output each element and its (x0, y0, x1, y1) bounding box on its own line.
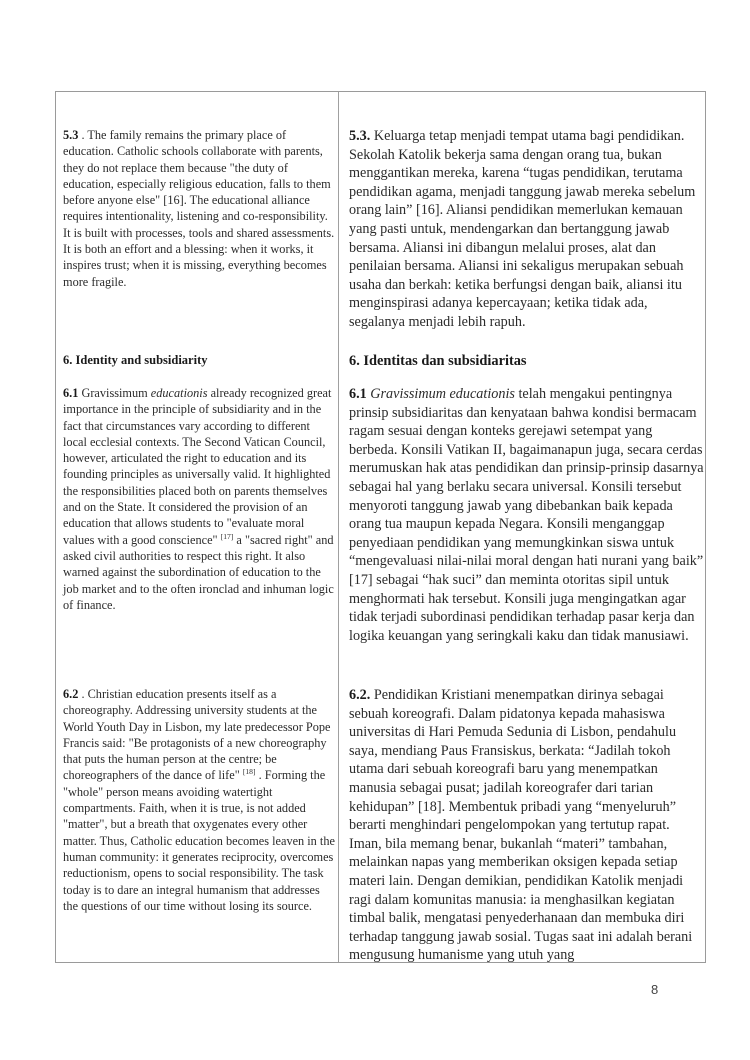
page-number: 8 (651, 982, 659, 997)
italic-term: educationis (150, 386, 208, 400)
bilingual-table (55, 91, 706, 963)
cell-6-1-english (63, 385, 335, 613)
cell-6-2-english (63, 686, 335, 914)
paragraph-text: . Christian education presents itself as a choreography. Addressing university students at the World Youth Day in Lisbon, my late predecessor Pope Francis said: "Be protagonists of a new choreography that puts the human person at the centre; be choreographers of the dance of life" (63, 687, 331, 783)
paragraph-text: a "sacred right" and asked civil authorities to respect this right. It also warned against the subordination of education to the job market and to the often ironclad and inhuman logic of finance. (63, 532, 334, 612)
paragraph-text: . The family remains the primary place of education. Catholic schools collaborate with parents, they do not replace them because "the duty of education, especially religious education, falls to them before anyone else" [16]. The educational alliance requires intentionality, listening and co-responsibility. It is built with processes, tools and shared assessments. It is both an effort and a blessing: when it works, it inspires trust; when it is missing, everything becomes more fragile. (63, 128, 335, 289)
footnote-reference: [17] (220, 531, 234, 541)
section-heading-english: 6. Identity and subsidiarity (63, 353, 208, 367)
cell-5-3-indonesian (349, 127, 704, 332)
paragraph-number: 5.3 (63, 128, 79, 142)
paragraph-number: 6.1 (349, 386, 367, 402)
paragraph-text: . Forming the "whole" person means avoiding watertight compartments. Faith, when it is true, is not added "matter", but a breath that oxygenates every other matter. Thus, Catholic education becomes leaven in the human community: it generates reciprocity, overcomes reductionism, opens to social responsibility. The task today is to dare an integral humanism that addresses the questions of our time without losing its source. (63, 768, 335, 913)
section-heading-indonesian: 6. Identitas dan subsidiaritas (349, 353, 527, 369)
paragraph-number: 5.3. (349, 128, 371, 144)
paragraph-text: telah mengakui pentingnya prinsip subsidiaritas dan kenyataan bahwa kondisi bermacam ragam sesuai dengan konteks gerejawi setempat yang berbeda. Konsili Vatikan II, bagaimanapun juga, secara cerdas merumuskan hak atas pendidikan dan prinsip-prinsip dasarnya sebagai hal yang berlaku secara universal. Konsili tersebut menyoroti tanggung jawab yang dibebankan baik kepada orang tua maupun kepada Negara. Konsili menganggap penyediaan pendidikan yang memungkinkan siswa untuk “mengevaluasi nilai-nilai moral dengan hati nurani yang baik” [17] sebagai “hak suci” dan meminta otoritas sipil untuk menghormati hak tersebut. Konsili juga mengingatkan agar tidak terjadi subordinasi pendidikan terhadap pasar kerja dan logika keuangan yang seringkali kaku dan tidak manusiawi. (349, 386, 704, 644)
footnote-reference: [18] (242, 767, 256, 777)
paragraph-number: 6.1 (63, 386, 79, 400)
column-divider (338, 92, 339, 962)
italic-term: Gravissimum educationis (366, 386, 515, 402)
cell-6-2-indonesian (349, 686, 704, 965)
paragraph-text: Gravissimum (78, 386, 151, 400)
cell-6-1-indonesian (349, 385, 704, 645)
paragraph-number: 6.2. (349, 687, 371, 703)
paragraph-number: 6.2 (63, 687, 79, 701)
paragraph-text: already recognized great importance in the principle of subsidiarity and in the fact that circumstances vary according to different local ecclesial contexts. The Second Vatican Council, however, articulated the right to education and its founding principles as universally valid. It highlighted the responsibilities placed both on parents themselves and on the State. It considered the provision of an education that allows students to "evaluate moral values with a good conscience" (63, 386, 332, 547)
paragraph-text: Pendidikan Kristiani menempatkan dirinya sebagai sebuah koreografi. Dalam pidatonya kepada mahasiswa universitas di Hari Pemuda Sedunia di Lisbon, pendahulu saya, mendiang Paus Fransiskus, berkata: “Jadilah tokoh utama dari sebuah koreografi baru yang menempatkan manusia sebagai pusat; jadilah koreografer dari tarian kehidupan” [18]. Membentuk pribadi yang “menyeluruh” berarti menghindari pengelompokan yang tertutup rapat. Iman, bila memang benar, bukanlah “materi” tambahan, melainkan napas yang memberikan oksigen kepada setiap materi lain. Dengan demikian, pendidikan Katolik menjadi ragi dalam komunitas manusia: ia menghasilkan kegiatan timbal balik, mengatasi penyederhanaan dan membuka diri terhadap tanggung jawab sosial. Tugas saat ini adalah berani mengusung humanisme yang utuh yang (349, 687, 693, 964)
paragraph-text: Keluarga tetap menjadi tempat utama bagi pendidikan. Sekolah Katolik bekerja sama dengan orang tua, bukan menggantikan mereka, karena “tugas pendidikan, terutama pendidikan agama, menjadi tanggung jawab mereka sebelum orang lain” [16]. Aliansi pendidikan memerlukan kemauan yang pasti untuk, mendengarkan dan bertanggung jawab bersama. Aliansi ini dibangun melalui proses, alat dan penilaian bersama. Aliansi ini sekaligus merupakan sebuah usaha dan berkah: ketika berfungsi dengan baik, aliansi itu menginspirasi adanya kepercayaan; ketika tidak ada, segalanya menjadi lebih rapuh. (349, 128, 696, 330)
cell-5-3-english (63, 127, 335, 290)
